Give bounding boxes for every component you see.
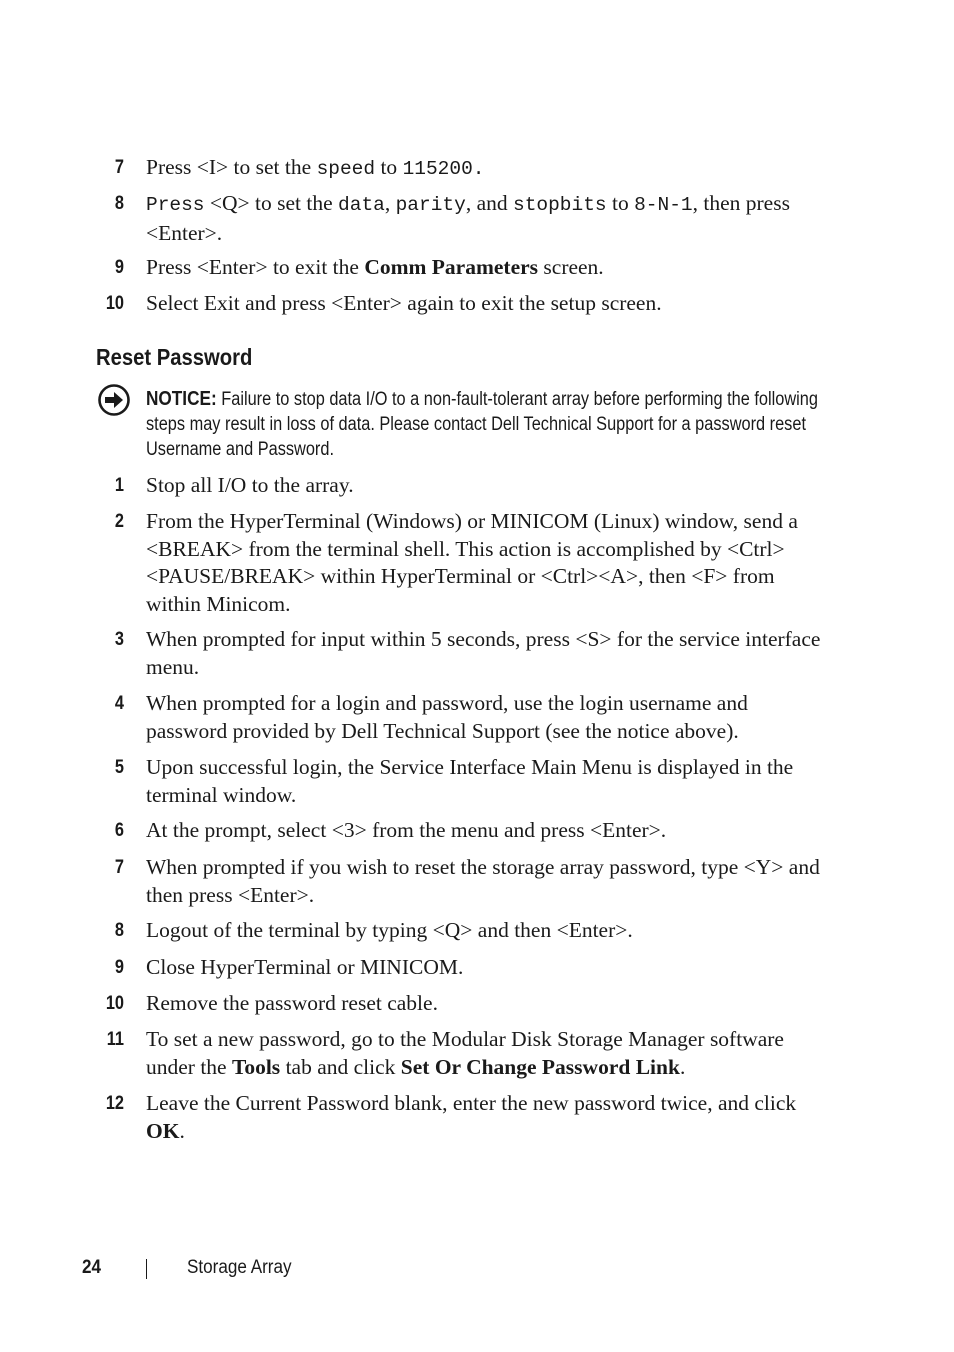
footer-title: Storage Array	[187, 1257, 292, 1278]
step-text: When prompted for input within 5 seconds, press <S> for the service interface menu.	[146, 627, 821, 679]
step-number: 6	[114, 820, 124, 841]
step-number: 7	[114, 157, 124, 178]
notice-box	[146, 387, 825, 462]
step-text: From the HyperTerminal (Windows) or MINICOM (Linux) window, send a <BREAK> from the terminal shell. This action is accomplished by <Ctrl><PAUSE/BREAK> within HyperTerminal or <Ctrl><A>, then <F> from within Minicom.	[146, 509, 798, 616]
step-number: 5	[114, 757, 124, 778]
step-number: 8	[114, 193, 124, 214]
step-number: 10	[105, 293, 124, 314]
footer-divider	[146, 1259, 147, 1279]
step-text: Close HyperTerminal or MINICOM.	[146, 955, 464, 979]
step-text: At the prompt, select <3> from the menu and press <Enter>.	[146, 818, 667, 842]
tools-tab-ref: Tools	[231, 1054, 281, 1079]
step-number: 12	[105, 1093, 124, 1114]
notice-text: Failure to stop data I/O to a non-fault-tolerant array before performing the following steps may result in loss of data. Please contact Dell Technical Support for a password reset Username and Password.	[146, 389, 818, 460]
step-number: 3	[114, 629, 124, 650]
step-text: To set a new password, go to the Modular Disk Storage Manager software under the Tools tab and click Set Or Change Password Link.	[146, 1027, 784, 1079]
step-number: 7	[114, 857, 124, 878]
step-text: Leave the Current Password blank, enter the new password twice, and click OK.	[146, 1091, 797, 1143]
step-text: Upon successful login, the Service Interface Main Menu is displayed in the terminal window.	[146, 755, 794, 807]
step-text: Press <I> to set the speed to 115200.	[146, 155, 485, 180]
step-number: 9	[114, 957, 124, 978]
step-text: Press <Enter> to exit the Comm Parameters screen.	[146, 255, 604, 279]
step-text: When prompted for a login and password, use the login username and password provided by Dell Technical Support (see the notice above).	[146, 691, 748, 743]
step-number: 1	[114, 475, 124, 496]
page-number: 24	[82, 1257, 102, 1278]
notice-arrow-icon	[98, 384, 130, 416]
step-text: Press <Q> to set the data, parity, and stopbits to 8-N-1, then press <Enter>.	[146, 191, 790, 245]
step-number: 9	[114, 257, 124, 278]
step-number: 11	[106, 1029, 124, 1050]
ok-button-ref: OK	[146, 1118, 180, 1143]
step-text: Remove the password reset cable.	[146, 991, 438, 1015]
set-password-link-ref: Set Or Change Password Link	[400, 1054, 680, 1079]
step-text: Stop all I/O to the array.	[146, 473, 354, 497]
step-number: 4	[114, 693, 124, 714]
step-text: Logout of the terminal by typing <Q> and then <Enter>.	[146, 918, 633, 942]
step-number: 10	[105, 993, 124, 1014]
step-number: 2	[114, 511, 124, 532]
notice-label: NOTICE:	[146, 388, 217, 410]
step-text: When prompted if you wish to reset the storage array password, type <Y> and then press <Enter>.	[146, 855, 820, 907]
step-number: 8	[114, 920, 124, 941]
section-heading: Reset Password	[96, 344, 253, 370]
step-text: Select Exit and press <Enter> again to exit the setup screen.	[146, 291, 662, 315]
